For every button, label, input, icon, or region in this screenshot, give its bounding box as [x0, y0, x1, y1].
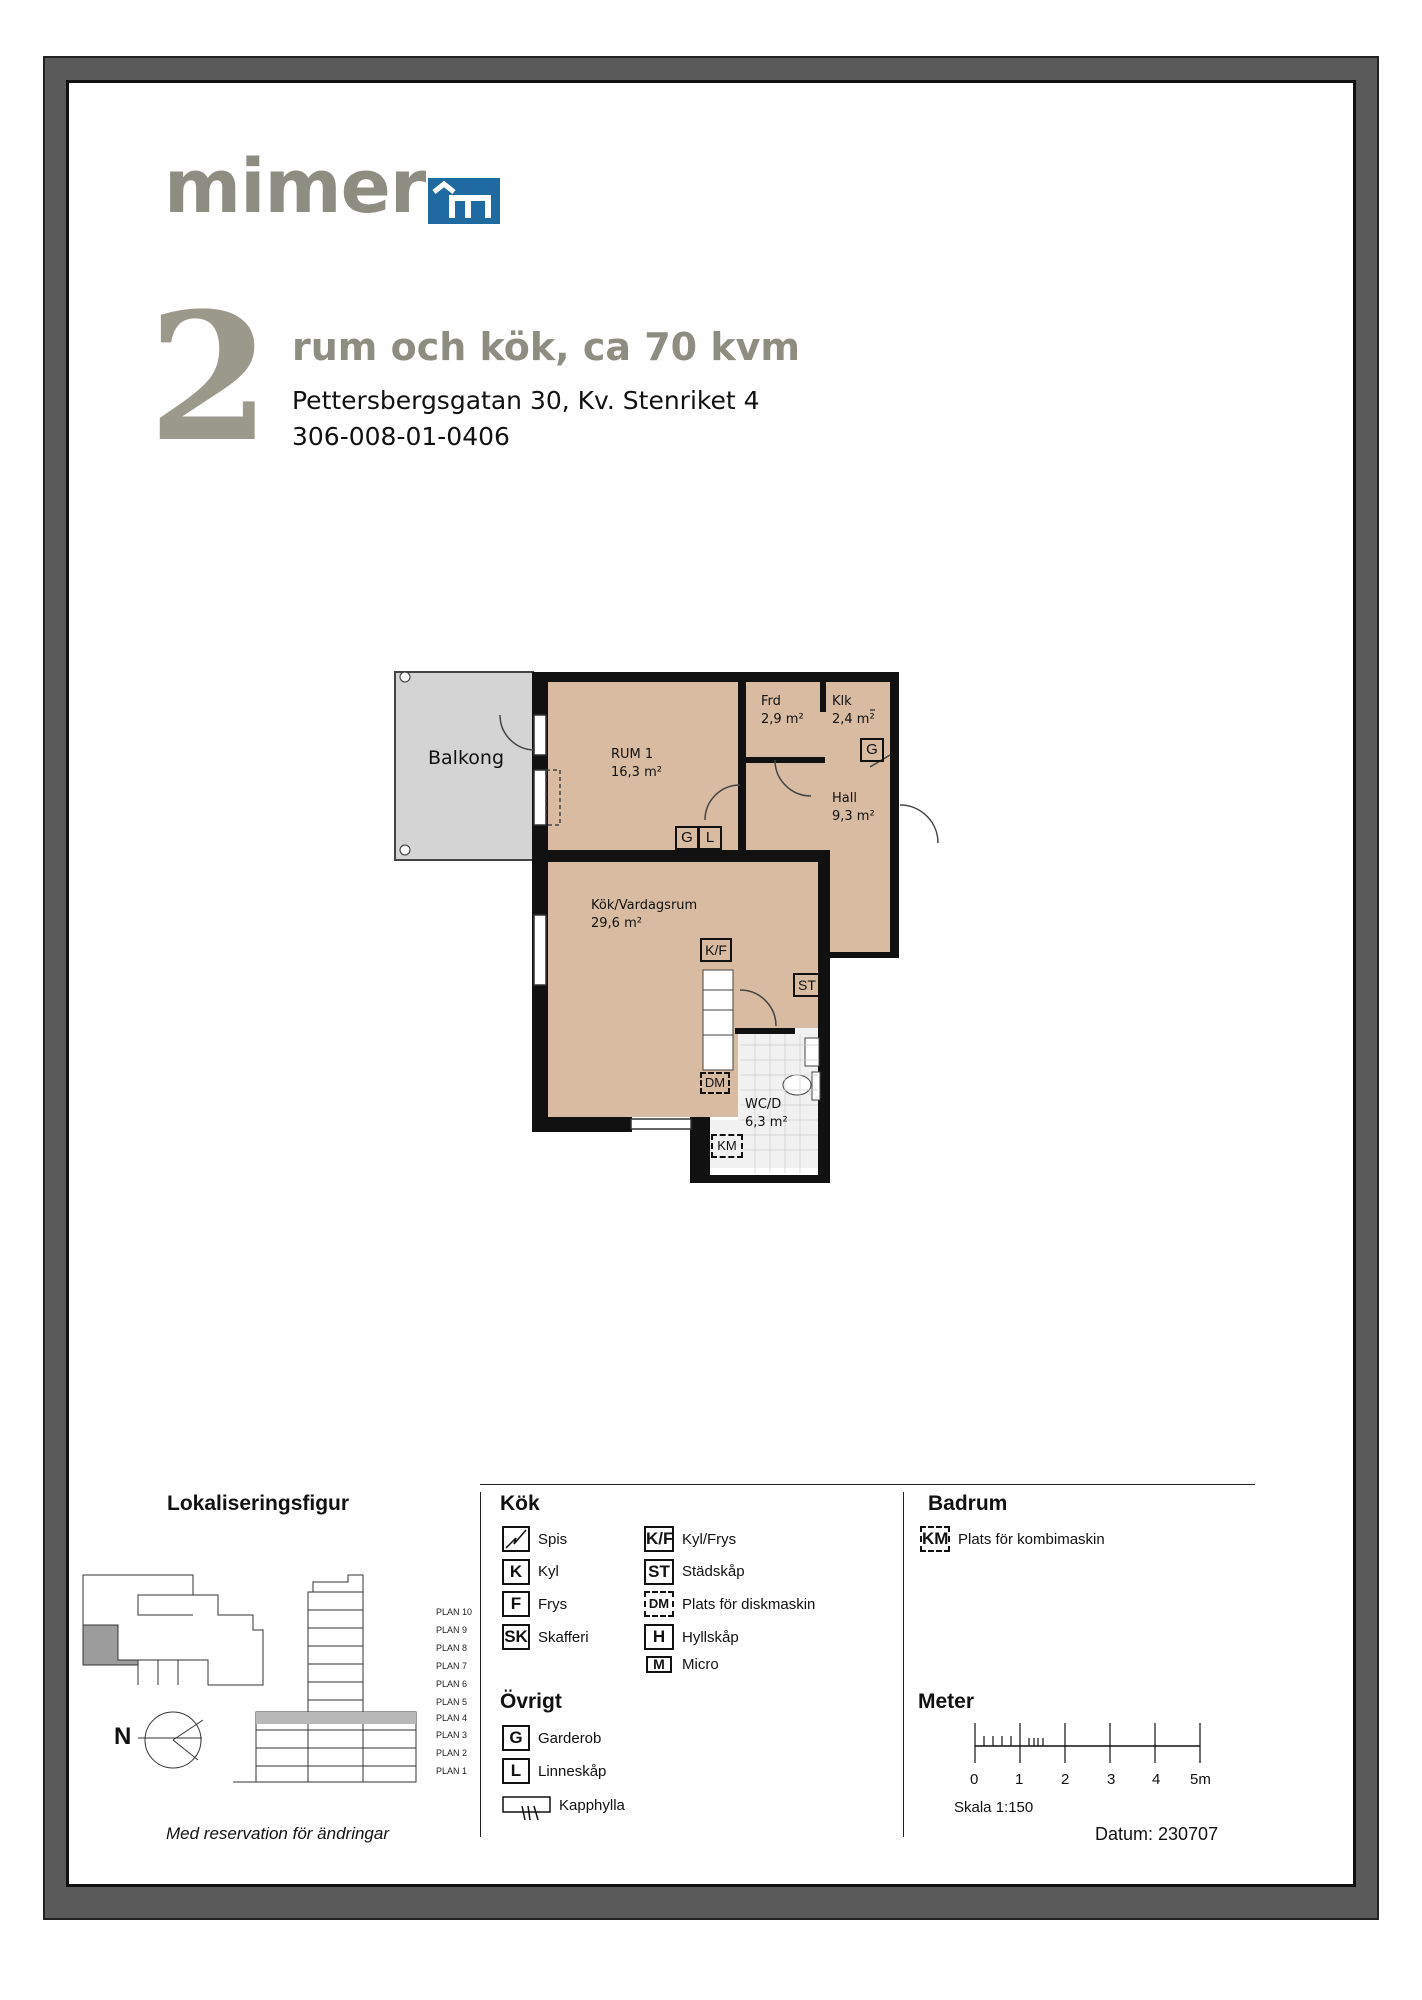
legend-separator-1: [480, 1492, 481, 1837]
symbol-dm: DM: [700, 1072, 730, 1094]
scale-tick-label: 3: [1107, 1771, 1116, 1788]
symbol-g: G: [675, 826, 699, 850]
scale-bar: [970, 1718, 1210, 1768]
legend-separator-2: [903, 1492, 904, 1837]
room-label-hall: [832, 790, 875, 825]
plan-label: PLAN 3: [436, 1730, 468, 1740]
room-name: WC/D: [745, 1097, 782, 1112]
rooms-number: 2: [148, 274, 271, 481]
legend-symbol-km: KM: [920, 1526, 950, 1552]
symbol-kf: K/F: [700, 938, 732, 962]
disclaimer: Med reservation för ändringar: [166, 1824, 390, 1843]
plan-label: PLAN 4: [436, 1713, 468, 1723]
coat-rack-icon: [502, 1794, 552, 1824]
room-area: 6,3 m²: [745, 1114, 788, 1130]
legend-symbol-g: G: [502, 1725, 530, 1751]
locator-title: Lokaliseringsfigur: [167, 1492, 350, 1515]
date-label: Datum: 230707: [1095, 1824, 1219, 1844]
legend-symbol-f: F: [502, 1591, 530, 1617]
room-area: 16,3 m²: [611, 764, 662, 780]
kitchen-title: Kök: [500, 1492, 540, 1515]
plan-label: PLAN 6: [436, 1679, 468, 1689]
plan-label: PLAN 9: [436, 1625, 468, 1635]
legend-divider: [480, 1484, 1255, 1485]
legend-symbol-l: L: [502, 1758, 530, 1784]
scale-tick-label: 4: [1152, 1771, 1161, 1788]
meter-title: Meter: [918, 1690, 975, 1713]
plan-label: PLAN 8: [436, 1643, 468, 1653]
legend-symbol-st: ST: [644, 1559, 674, 1585]
locator-figure: [78, 1570, 418, 1790]
scale-tick-label: 2: [1061, 1771, 1070, 1788]
scale-tick-label: 1: [1015, 1771, 1024, 1788]
legend-skafferi: Skafferi: [538, 1629, 589, 1646]
address: Pettersbergsgatan 30, Kv. Stenriket 4: [292, 386, 760, 415]
plan-label: PLAN 5: [436, 1697, 468, 1707]
plan-label: PLAN 2: [436, 1748, 468, 1758]
room-label-rum1: [611, 746, 662, 781]
legend-kylfrys: Kyl/Frys: [682, 1531, 737, 1548]
legend-symbol-k: K: [502, 1559, 530, 1585]
legend-kyl: Kyl: [538, 1563, 559, 1580]
legend-stadskap: Städskåp: [682, 1563, 745, 1580]
room-hall: [830, 757, 891, 952]
symbol-g-hall: G: [860, 738, 884, 762]
room-name: Klk: [832, 694, 852, 709]
legend-symbol-m: M: [646, 1656, 672, 1673]
room-label-balkong: Balkong: [428, 747, 505, 769]
mimer-logo-text: mimer: [164, 144, 426, 230]
legend-symbol-dm: DM: [644, 1591, 674, 1617]
mimer-logo-icon: [428, 178, 500, 224]
room-label-wc: [745, 1096, 788, 1131]
room-area: 9,3 m²: [832, 808, 875, 824]
object-number: 306-008-01-0406: [292, 422, 510, 451]
legend-hyllskap: Hyllskåp: [682, 1629, 739, 1646]
legend-garderob: Garderob: [538, 1730, 602, 1747]
scale-tick-label: 5m: [1190, 1771, 1211, 1788]
room-area: 2,4 m²: [832, 711, 875, 727]
legend-linneskap: Linneskåp: [538, 1763, 607, 1780]
legend-spis: Spis: [538, 1531, 568, 1548]
plan-label: PLAN 7: [436, 1661, 468, 1671]
symbol-l: L: [698, 826, 722, 850]
room-name: Frd: [761, 694, 781, 709]
room-label-kok: [591, 897, 697, 932]
legend-symbol-sk: SK: [502, 1624, 530, 1650]
legend-symbol-kf: K/F: [644, 1526, 674, 1552]
plan-label: PLAN 10: [436, 1607, 473, 1617]
legend-kombimaskin: Plats för kombimaskin: [958, 1531, 1105, 1548]
scale-ratio: Skala 1:150: [954, 1799, 1034, 1816]
legend-diskmaskin: Plats för diskmaskin: [682, 1596, 816, 1613]
room-label-klk: [832, 693, 875, 728]
room-area: 29,6 m²: [591, 915, 642, 931]
room-area: 2,9 m²: [761, 711, 804, 727]
scale-tick-label: 0: [970, 1771, 979, 1788]
legend-frys: Frys: [538, 1596, 568, 1613]
headline: rum och kök, ca 70 kvm: [292, 325, 800, 369]
north-label: N: [114, 1723, 132, 1750]
bathroom-title: Badrum: [928, 1492, 1008, 1515]
legend-micro: Micro: [682, 1656, 719, 1673]
room-label-frd: [761, 693, 804, 728]
legend-symbol-h: H: [644, 1624, 674, 1650]
room-name: Kök/Vardagsrum: [591, 898, 698, 913]
other-title: Övrigt: [500, 1690, 562, 1713]
room-name: RUM 1: [611, 747, 654, 762]
plan-label: PLAN 1: [436, 1766, 468, 1776]
room-name: Hall: [832, 791, 857, 806]
symbol-km: KM: [711, 1134, 743, 1158]
symbol-st: ST: [793, 973, 821, 997]
stove-symbol-icon: [502, 1526, 530, 1552]
legend-kapphylla: Kapphylla: [559, 1797, 625, 1814]
